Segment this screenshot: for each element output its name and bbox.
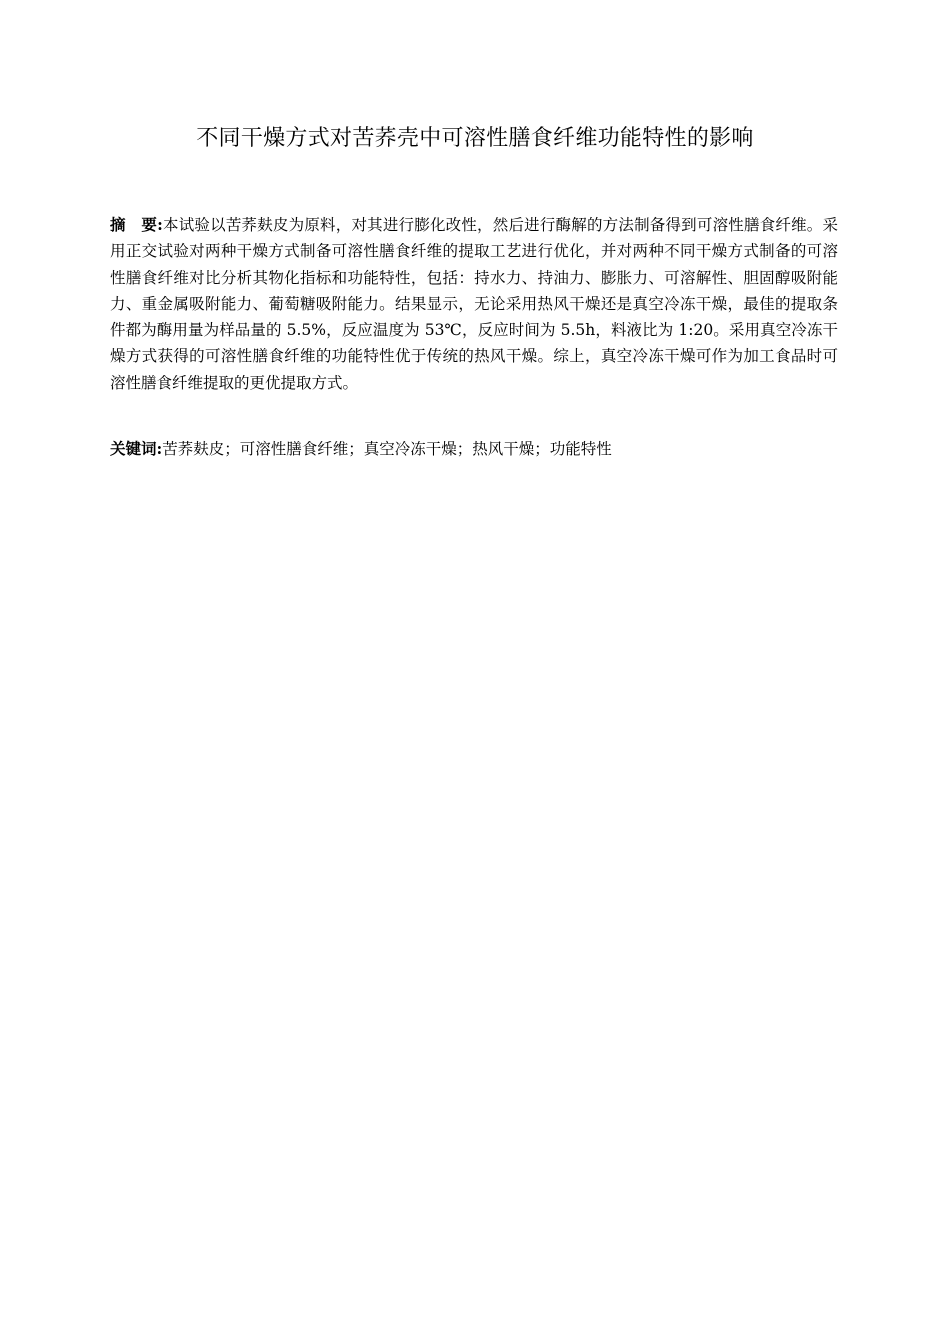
- keywords-label: 关键词:: [110, 439, 163, 458]
- keywords-paragraph: [110, 436, 838, 462]
- paper-title: 不同干燥方式对苦荞壳中可溶性膳食纤维功能特性的影响: [196, 126, 754, 151]
- abstract-paragraph: [110, 212, 838, 396]
- keywords-text: 苦荞麸皮；可溶性膳食纤维；真空冷冻干燥；热风干燥；功能特性: [162, 440, 612, 458]
- abstract-label: 摘 要:: [110, 215, 163, 234]
- abstract-text: 本试验以苦荞麸皮为原料，对其进行膨化改性，然后进行酶解的方法制备得到可溶性膳食纤维。采用正交试验对两种干燥方式制备可溶性膳食纤维的提取工艺进行优化，并对两种不同干燥方式制备的可溶性膳食纤维对比分析其物化指标和功能特性，包括：持水力、持油力、膨胀力、可溶解性、胆固醇吸附能力、重金属吸附能力、葡萄糖吸附能力。结果显示，无论采用热风干燥还是真空冷冻干燥，最佳的提取条件都为酶用量为样品量的 5.5%，反应温度为 53℃，反应时间为 5.5h，料液比为 1:20。采用真空冷冻干燥方式获得的可溶性膳食纤维的功能特性优于传统的热风干燥。综上，真空冷冻干燥可作为加工食品时可溶性膳食纤维提取的更优提取方式。: [110, 216, 838, 392]
